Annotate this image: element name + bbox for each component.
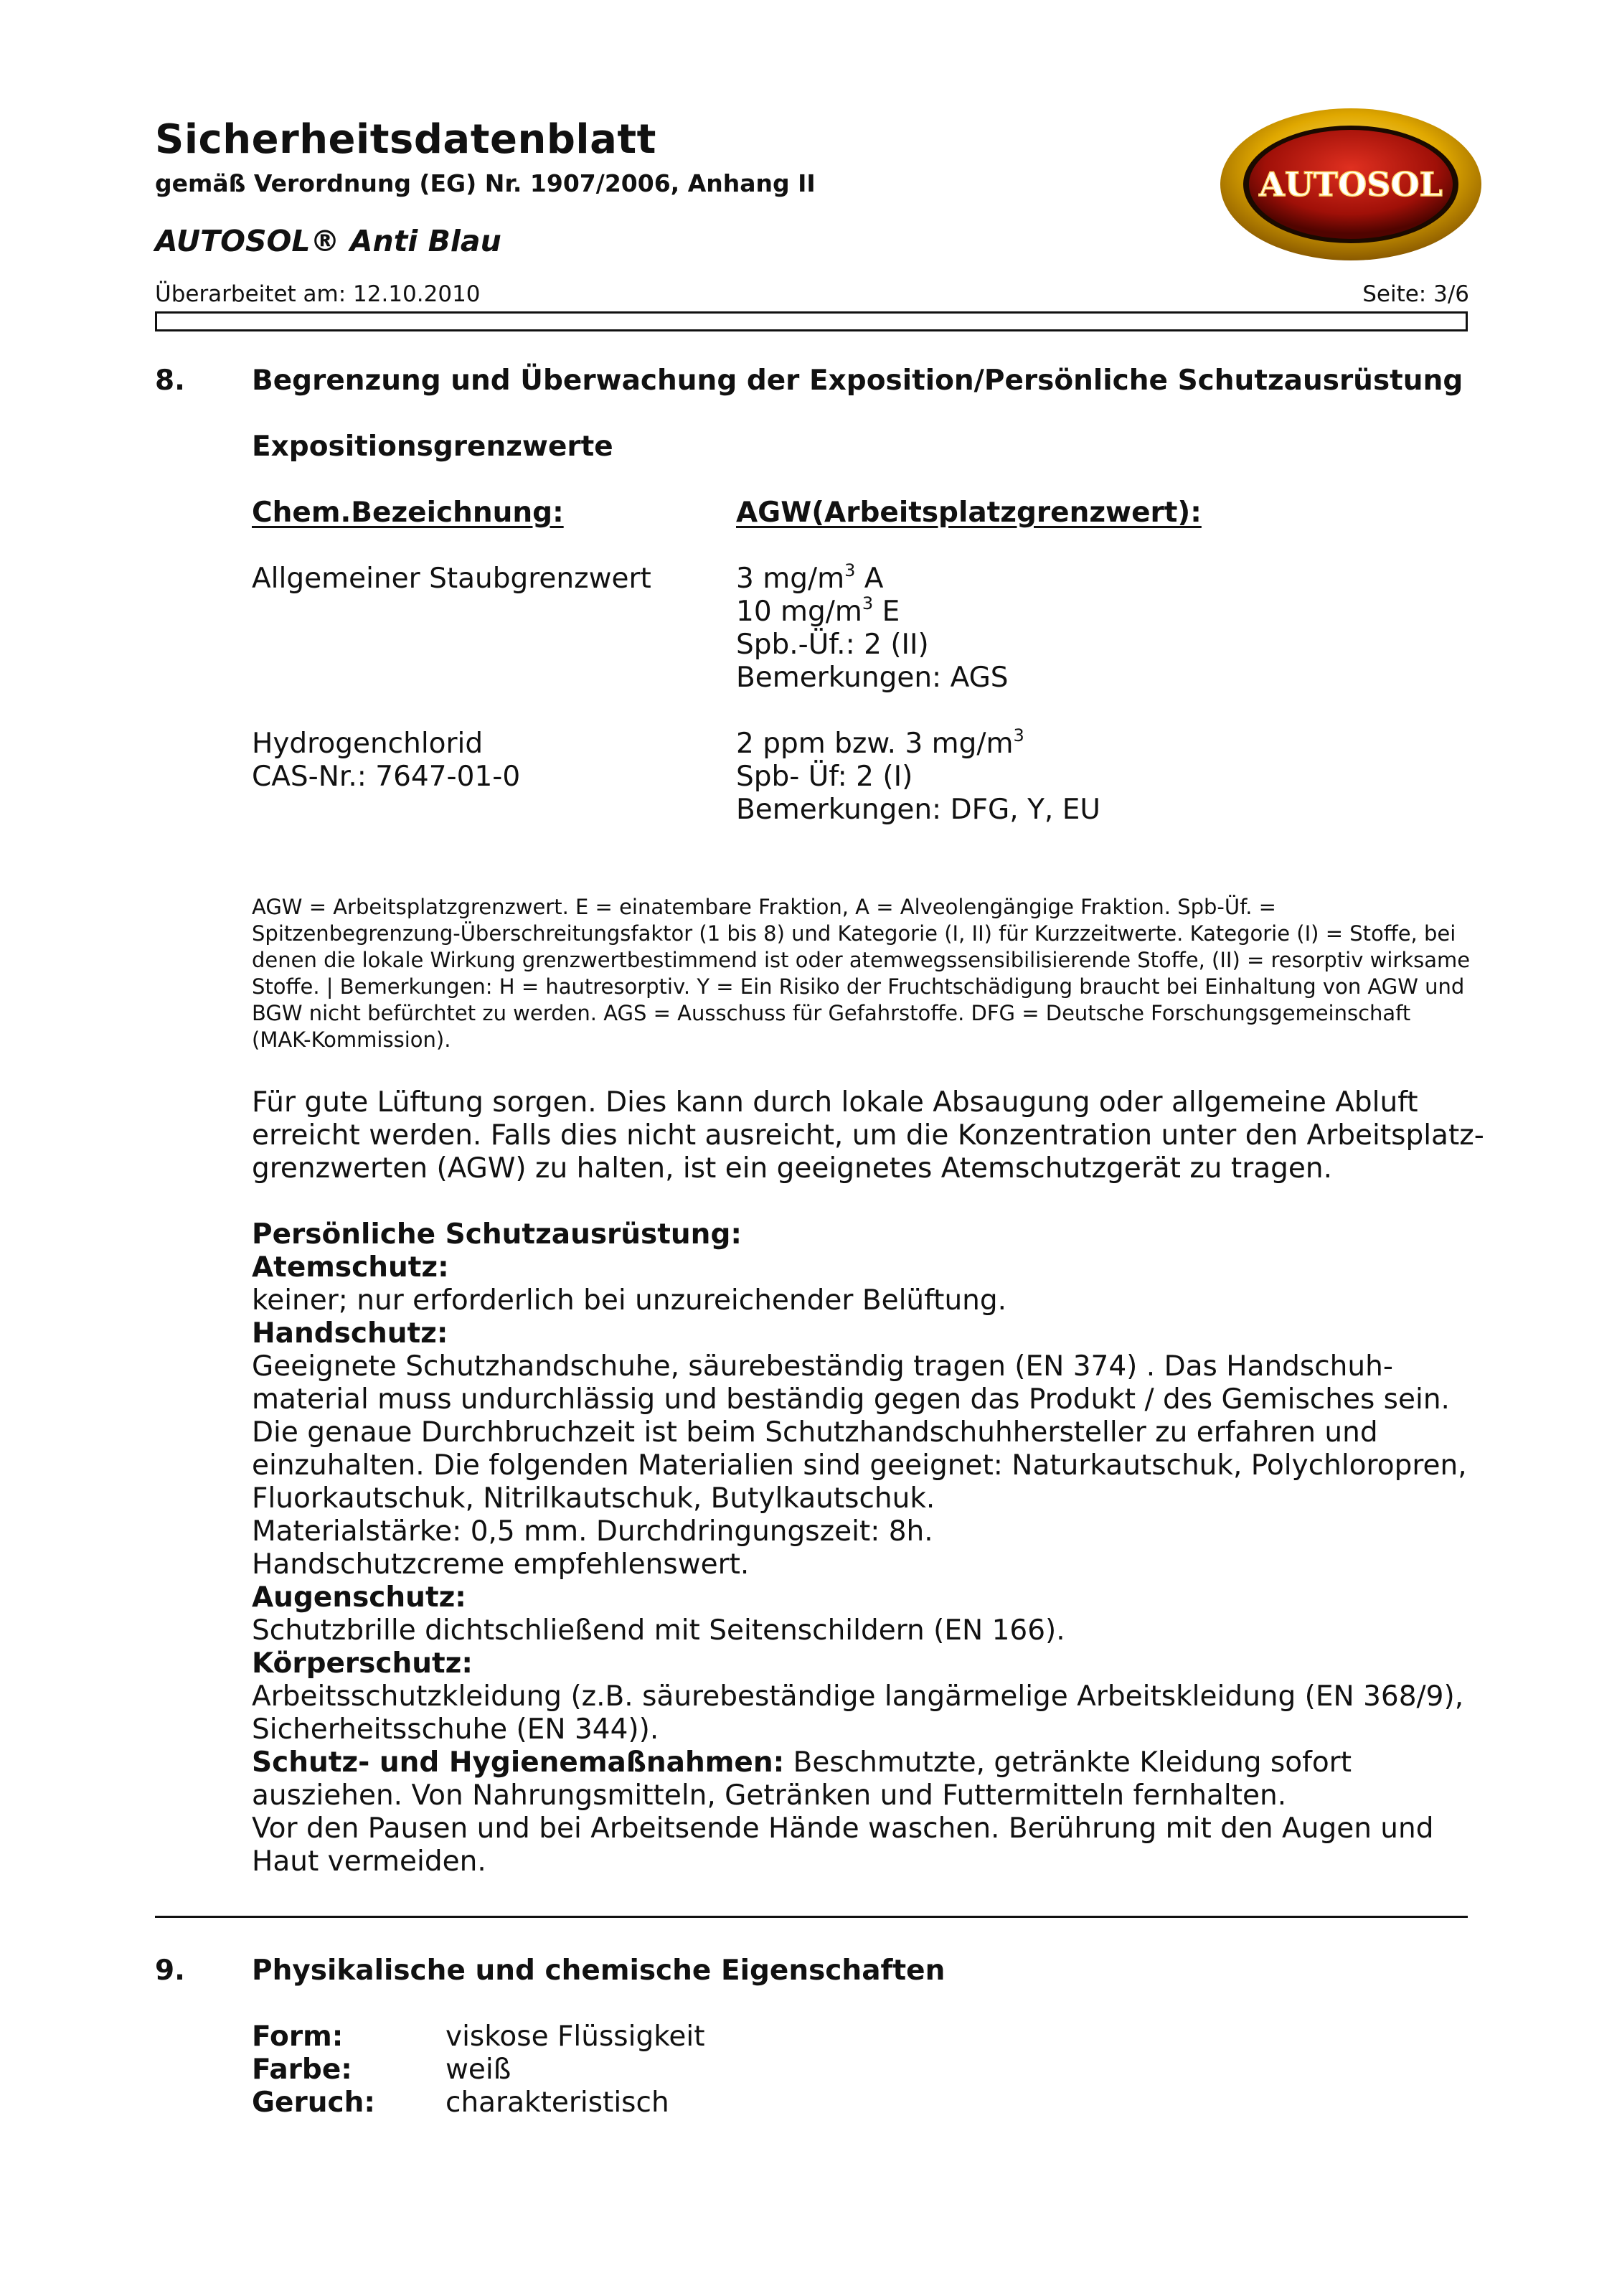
property-row: Form: viskose Flüssigkeit xyxy=(252,2020,705,2053)
autosol-logo xyxy=(1218,106,1484,263)
section-divider xyxy=(155,1916,1468,1918)
properties-list xyxy=(252,2020,705,2119)
section-9-number: 9. xyxy=(155,1954,185,1987)
section-8-number: 8. xyxy=(155,364,185,397)
body-heading: Körperschutz: xyxy=(252,1647,473,1680)
page-number: Seite: 3/6 xyxy=(1362,281,1469,307)
exposure-heading: Expositionsgrenzwerte xyxy=(252,430,613,463)
logo-text: AUTOSOL xyxy=(1259,165,1443,204)
section-8-title: Begrenzung und Überwachung der Exposition/Persönliche Schutzausrüstung xyxy=(252,364,1463,397)
section-9-title: Physikalische und chemische Eigenschaften xyxy=(252,1954,946,1987)
column-header-chemical: Chem.Bezeichnung: xyxy=(252,497,564,529)
limit-value: 2 ppm bzw. 3 $mg/m^3$ Spb- Üf: 2 (I) Bemerkungen: DFG, Y, EU xyxy=(736,725,1100,826)
respiratory-heading: Atemschutz: xyxy=(252,1251,449,1284)
revision-date: Überarbeitet am: 12.10.2010 xyxy=(155,281,481,307)
hand-heading: Handschutz: xyxy=(252,1317,448,1350)
limit-value: 3 $mg/m^3$ A 10 $mg/m^3$ E Spb.-Üf.: 2 (II) Bemerkungen: AGS xyxy=(736,560,1009,694)
document-title: Sicherheitsdatenblatt xyxy=(155,116,656,163)
ventilation-paragraph: Für gute Lüftung sorgen. Dies kann durch lokale Absaugung oder allgemeine Abluft erreicht werden. Falls dies nicht ausreicht, um die Konzentration unter den Arbeitsplatz-grenzwerten (AGW) zu halten, ist ein geeignetes Atemschutzgerät zu tragen. xyxy=(252,1086,1484,1185)
regulation-subtitle: gemäß Verordnung (EG) Nr. 1907/2006, Anhang II xyxy=(155,169,816,197)
property-row: Farbe: weiß xyxy=(252,2053,511,2086)
ppe-heading: Persönliche Schutzausrüstung: xyxy=(252,1218,742,1251)
chemical-name: Hydrogenchlorid CAS-Nr.: 7647-01-0 xyxy=(252,728,521,793)
ppe-block: Persönliche Schutzausrüstung: Atemschutz: keiner; nur erforderlich bei unzureichender Belüftung. Handschutz: Geeignete Schutzhandschuhe, säurebeständig tragen (EN 374) . Das Handschuh- material muss undurchlässig und beständig gegen das Produkt / des Gemisches sein. Die genaue Durchbruchzeit ist beim Schutzhandschuhhersteller zu erfahren und einzuhalten. Die folgenden Materialien sind geeignet: Naturkautschuk, Polychloropren, Fluorkautschuk, Nitrilkautschuk, Butylkautschuk. Materialstärke: 0,5 mm. Durchdringungszeit: 8h. Handschutzcreme empfehlenswert. Augenschutz: Schutzbrille dichtschließend mit Seitenschildern (EN 166). Körperschutz: Arbeitsschutzkleidung (z.B. säurebeständige langärmelige Arbeitskleidung (EN 368/9), Sicherheitsschuhe (EN 344)). Schutz- und Hygienemaßnahmen: Beschmutzte, getränkte Kleidung sofort ausziehen. Von Nahrungsmitteln, Getränken und Futtermitteln fernhalten. Vor den Pausen und bei Arbeitsende Hände waschen. Berührung mit den Augen und Haut vermeiden. xyxy=(252,1218,1486,1878)
eye-heading: Augenschutz: xyxy=(252,1581,466,1614)
abbreviations-footnote: AGW = Arbeitsplatzgrenzwert. E = einatembare Fraktion, A = Alveolengängige Fraktion. Spb-Üf. = Spitzenbegrenzung-Überschreitungsfaktor (1 bis 8) und Kategorie (I, II) für Kurzzeitwerte. Kategorie (I) = Stoffe, bei denen die lokale Wirkung grenzwertbestimmend ist oder atemwegssensibilisierende Stoffe, (II) = resorptiv wirksame Stoffe. | Bemerkungen: H = hautresorptiv. Y = Ein Risiko der Fruchtschädigung braucht bei Einhaltung von AGW und BGW nicht befürchtet zu werden. AGS = Ausschuss für Gefahrstoffe. DFG = Deutsche Forschungsgemeinschaft (MAK-Kommission). xyxy=(252,895,1471,1052)
product-name: AUTOSOL® Anti Blau xyxy=(155,224,501,258)
property-row: Geruch: charakteristisch xyxy=(252,2086,669,2119)
column-header-agw: AGW(Arbeitsplatzgrenzwert): xyxy=(736,497,1202,529)
header-bar xyxy=(155,311,1468,331)
chemical-name: Allgemeiner Staubgrenzwert xyxy=(252,563,651,595)
hygiene-heading: Schutz- und Hygienemaßnahmen: xyxy=(252,1746,785,1779)
